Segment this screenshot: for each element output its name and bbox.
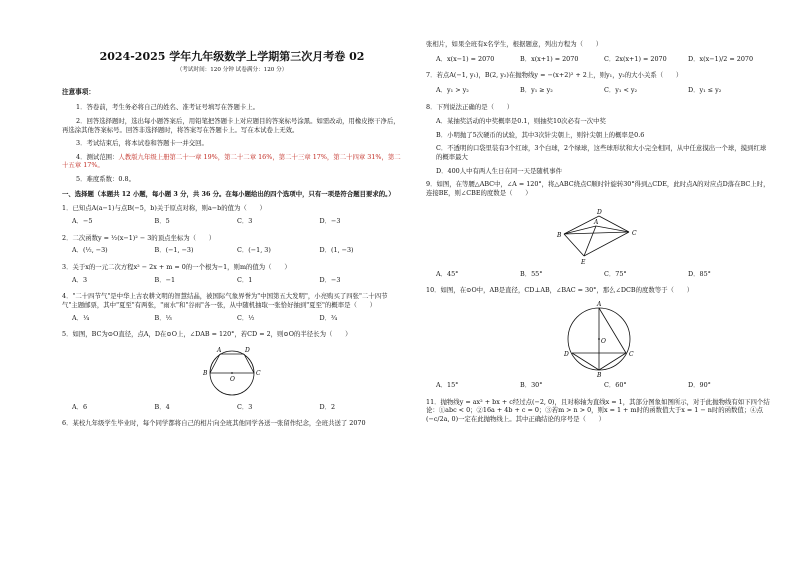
option: D．x(x−1)/2 = 2070 — [688, 54, 754, 63]
option: B．(−1, −3) — [154, 246, 194, 255]
option: D．y₁ ≤ y₂ — [688, 85, 722, 94]
option: A．15° — [436, 380, 459, 389]
exam-title: 2024-2025 学年九年级数学上学期第三次月考卷 02 — [99, 50, 365, 63]
question-3: 3．关于x的一元二次方程x² − 2x + m = 0的一个根为−1，则m的值为（ ） — [62, 262, 291, 271]
label-c: C — [629, 350, 634, 358]
option: A．3 — [72, 275, 88, 284]
section-heading: 一、选择题（本题共 12 小题，每小题 3 分，共 36 分。在每小题给出的四个选项中，只有一项是符合题目要求的。） — [62, 189, 395, 198]
label-e: E — [581, 258, 586, 266]
notes-heading: 注意事项： — [62, 88, 95, 97]
option: C．75° — [604, 269, 627, 278]
option: B．⅓ — [154, 313, 172, 322]
label-a: A — [597, 300, 602, 308]
option: B．小明抛了5次硬币的试验，其中3次针尖朝上，则针尖朝上的概率是0.6 — [436, 130, 645, 139]
option: C．y₁ < y₂ — [604, 85, 638, 94]
option: A．某抽奖活动的中奖概率是0.1，则抽奖10次必有一次中奖 — [436, 117, 606, 126]
label-b: B — [203, 369, 208, 377]
question-8: 8．下列说法正确的是（ ） — [426, 102, 514, 111]
label-c: C — [256, 369, 261, 377]
label-o: O — [230, 375, 235, 383]
option: B．y₁ ≥ y₂ — [520, 85, 553, 94]
option: D．¾ — [319, 313, 338, 322]
chord-ac — [599, 308, 626, 353]
chord-db — [572, 353, 599, 370]
exam-subtitle: （考试时间：120 分钟 试卷满分：120 分） — [176, 66, 288, 73]
question-10: 10．如图，在⊙O中，AB是直径，CD⊥AB，∠BAC = 30°，那么∠DCB的度数等于（ ） — [426, 286, 694, 295]
question-1-options — [72, 217, 402, 226]
option: B．x(x+1) = 2070 — [520, 54, 579, 63]
option: C．(−1, 3) — [237, 246, 271, 255]
chord-ab — [210, 354, 220, 373]
question-6: 6．某校九年级学生毕业时，每个同学都将自己的相片向全班其他同学各送一张留作纪念，全班共送了 2070 — [62, 419, 366, 428]
question-10-options — [436, 381, 772, 390]
question-6-options — [436, 55, 772, 64]
option: A．(½, −3) — [72, 246, 108, 255]
note-4-prefix: 4．测试范围： — [76, 152, 119, 161]
option: B．30° — [520, 380, 543, 389]
left-column — [62, 40, 402, 432]
question-2-options — [72, 246, 402, 255]
option: B．55° — [520, 269, 543, 278]
label-a: A — [217, 346, 222, 354]
triangle-figure-q9 — [544, 204, 654, 266]
option: A．¼ — [72, 313, 90, 322]
right-column — [426, 40, 772, 430]
center-point — [598, 338, 600, 340]
note-3: 3．考试结束后，将本试卷和答题卡一并交回。 — [76, 139, 208, 148]
segment-ae — [584, 226, 596, 256]
option: D．−3 — [319, 217, 341, 226]
note-4 — [62, 153, 402, 170]
option: A．−5 — [72, 217, 93, 226]
question-7: 7．若点A(−1, y₁)，B(2, y₂)在抛物线y = −(x+2)² + 2上，则y₁，y₂的大小关系（ ） — [426, 71, 683, 80]
note-4-range: 人教版九年级上册第二十一章 19%，第二十二章 16%，第二十三章 17%，第二十四章 31%，第二十五章 17%。 — [62, 152, 401, 170]
option: B．4 — [154, 402, 170, 411]
question-3-options — [72, 276, 402, 285]
circle-figure-q5 — [192, 343, 272, 399]
question-1: 1．已知点A(a−1)与点B(−5，b)关于原点对称，则a−b的值为（ ） — [62, 204, 266, 213]
label-d: D — [564, 350, 569, 358]
option: C．不透明的口袋里装有3个红球，3个白球，2个绿球，这些球形状和大小完全相同，从中任意摸出一个球，摸到红球的概率最大 — [436, 144, 767, 162]
option: D．2 — [319, 402, 336, 411]
option: D．−3 — [319, 275, 341, 284]
question-11: 11．抛物线y = ax² + bx + c经过点(−2, 0)，且对称轴为直线x = 1，其部分图象如图所示，对于此抛物线有如下四个结论：①abc < 0；②16a + 4b + c = 0；③若m > n > 0，则x = 1 + m时的函数值大于x = 1 − n时的函数值；④点(−c/2a, 0)一定在此抛物线上。其中正确结论的序号是（ ） — [426, 397, 770, 423]
option: A．45° — [436, 269, 459, 278]
label-d: D — [245, 346, 250, 354]
option: A．y₁ > y₂ — [436, 85, 469, 94]
option: A．x(x−1) = 2070 — [436, 54, 495, 63]
question-9-options — [436, 270, 772, 279]
option: C．½ — [237, 313, 255, 322]
chord-dc — [244, 354, 254, 373]
option: D．(1, −3) — [319, 246, 354, 255]
question-9: 9．如图，在等腰△ABC中，∠A = 120°，将△ABC绕点C顺时针旋转30°得到△CDE，此时点A的对应点D落在BC上时，连接BE，则∠CBE的度数是（ ） — [426, 180, 770, 198]
option: D．400人中有两人生日在同一天是随机事件 — [436, 166, 562, 175]
option: C．3 — [237, 217, 253, 226]
option: A．6 — [72, 402, 88, 411]
option: C．2x(x+1) = 2070 — [604, 54, 667, 63]
option: C．3 — [237, 402, 253, 411]
note-5: 5．难度系数：0.8。 — [76, 175, 135, 184]
segment-bc — [564, 232, 629, 234]
option: C．1 — [237, 275, 253, 284]
circle-figure-q10 — [554, 301, 644, 377]
label-b: B — [557, 231, 562, 239]
center-point — [231, 372, 233, 374]
question-4: 4．"二十四节气"是中华上古农耕文明的智慧结晶，被国际气象界誉为"中国第五大发明"，小亮购买了四张"二十四节气"主题邮票，其中"夏至"有两张，"雨水"和"谷雨"各一张，从中随机抽取一张恰好抽到"夏至"的概率是（ ） — [62, 292, 388, 309]
segment-ec — [584, 232, 629, 256]
question-5-options — [72, 403, 402, 412]
option: C．60° — [604, 380, 627, 389]
label-b: B — [597, 371, 602, 377]
option: D．90° — [688, 380, 711, 389]
chord-cb — [599, 353, 626, 370]
option: B．5 — [154, 217, 170, 226]
question-7-options — [436, 86, 772, 95]
note-2: 2．回答选择题时，选出每小题答案后，用铅笔把答题卡上对应题目的答案标号涂黑。如需改动，用橡皮擦干净后，再选涂其他答案标号。回答非选择题时，将答案写在答题卡上。写在本试卷上无效。 — [62, 116, 400, 134]
label-d: D — [597, 208, 602, 216]
note-1: 1．答卷前，考生务必将自己的姓名、准考证号填写在答题卡上。 — [76, 103, 260, 112]
question-4-options — [72, 314, 402, 323]
question-2: 2．二次函数y = ½(x−1)² − 3的顶点坐标为（ ） — [62, 233, 216, 242]
segment-be — [564, 234, 584, 256]
label-a: A — [594, 218, 599, 226]
option: B．−1 — [154, 275, 176, 284]
question-6-continued: 张相片，如果全班有x名学生，根据题意，列出方程为（ ） — [426, 40, 603, 48]
question-5: 5．如图，BC为⊙O直径，点A，D在⊙O上，∠DAB = 120°，若CD = 2，则⊙O的半径长为（ ） — [62, 330, 352, 339]
label-c: C — [632, 229, 637, 237]
label-o: O — [601, 337, 606, 345]
option: D．85° — [688, 269, 711, 278]
